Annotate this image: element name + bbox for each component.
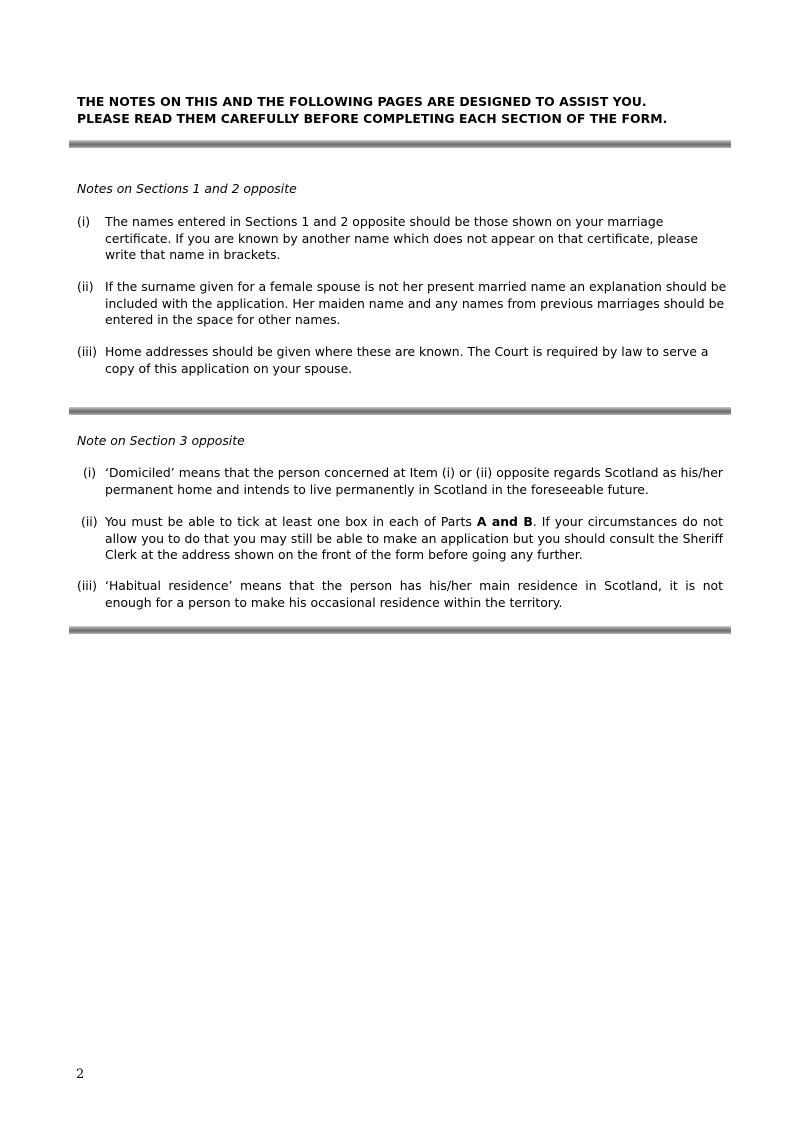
note-text: ‘Domiciled’ means that the person concerned at Item (i) or (ii) opposite regards Scotland as his/her permanent home and intends to live permanently in Scotland in the foreseeable future.	[105, 465, 723, 497]
note-number: (i)	[77, 214, 91, 229]
note-number: (ii)	[81, 514, 98, 529]
note-text: If the surname given for a female spouse is not her present married name an explanation should be included with the application. Her maiden name and any names from previous marriages should be entered in the space for other names.	[105, 279, 727, 327]
note-text	[105, 514, 723, 564]
note-number: (iii)	[77, 578, 97, 593]
section-divider	[69, 140, 731, 148]
note-text: Home addresses should be given where these are known. The Court is required by law to serve a copy of this application on your spouse.	[105, 344, 709, 376]
page-header-instructions	[77, 93, 757, 127]
note-number: (iii)	[77, 344, 97, 359]
note-text-start: You must be able to tick at least one box in each of Parts	[105, 514, 477, 529]
header-line-2: PLEASE READ THEM CAREFULLY BEFORE COMPLETING EACH SECTION OF THE FORM.	[77, 111, 668, 126]
note-number: (i)	[83, 465, 97, 480]
note-text-end: . If your circumstances do not allow you to do that you may still be able to make an application but you should consult the Sheriff Clerk at the address shown on the front of the form before going any further.	[105, 514, 723, 562]
note-number: (ii)	[77, 279, 94, 294]
note-text: ‘Habitual residence’ means that the person has his/her main residence in Scotland, it is not enough for a person to make his occasional residence within the territory.	[105, 578, 723, 610]
section-divider	[69, 407, 731, 415]
note-text: The names entered in Sections 1 and 2 opposite should be those shown on your marriage certificate. If you are known by another name which does not appear on that certificate, please write that name in brackets.	[105, 214, 698, 262]
section-divider	[69, 626, 731, 634]
parts-a-and-b-emphasis: A and B	[476, 514, 533, 529]
sections-1-2-notes-heading: Notes on Sections 1 and 2 opposite	[77, 181, 297, 196]
page-number: 2	[76, 1067, 85, 1082]
header-line-1: THE NOTES ON THIS AND THE FOLLOWING PAGES ARE DESIGNED TO ASSIST YOU.	[77, 94, 647, 109]
section-3-notes-heading: Note on Section 3 opposite	[77, 433, 245, 448]
